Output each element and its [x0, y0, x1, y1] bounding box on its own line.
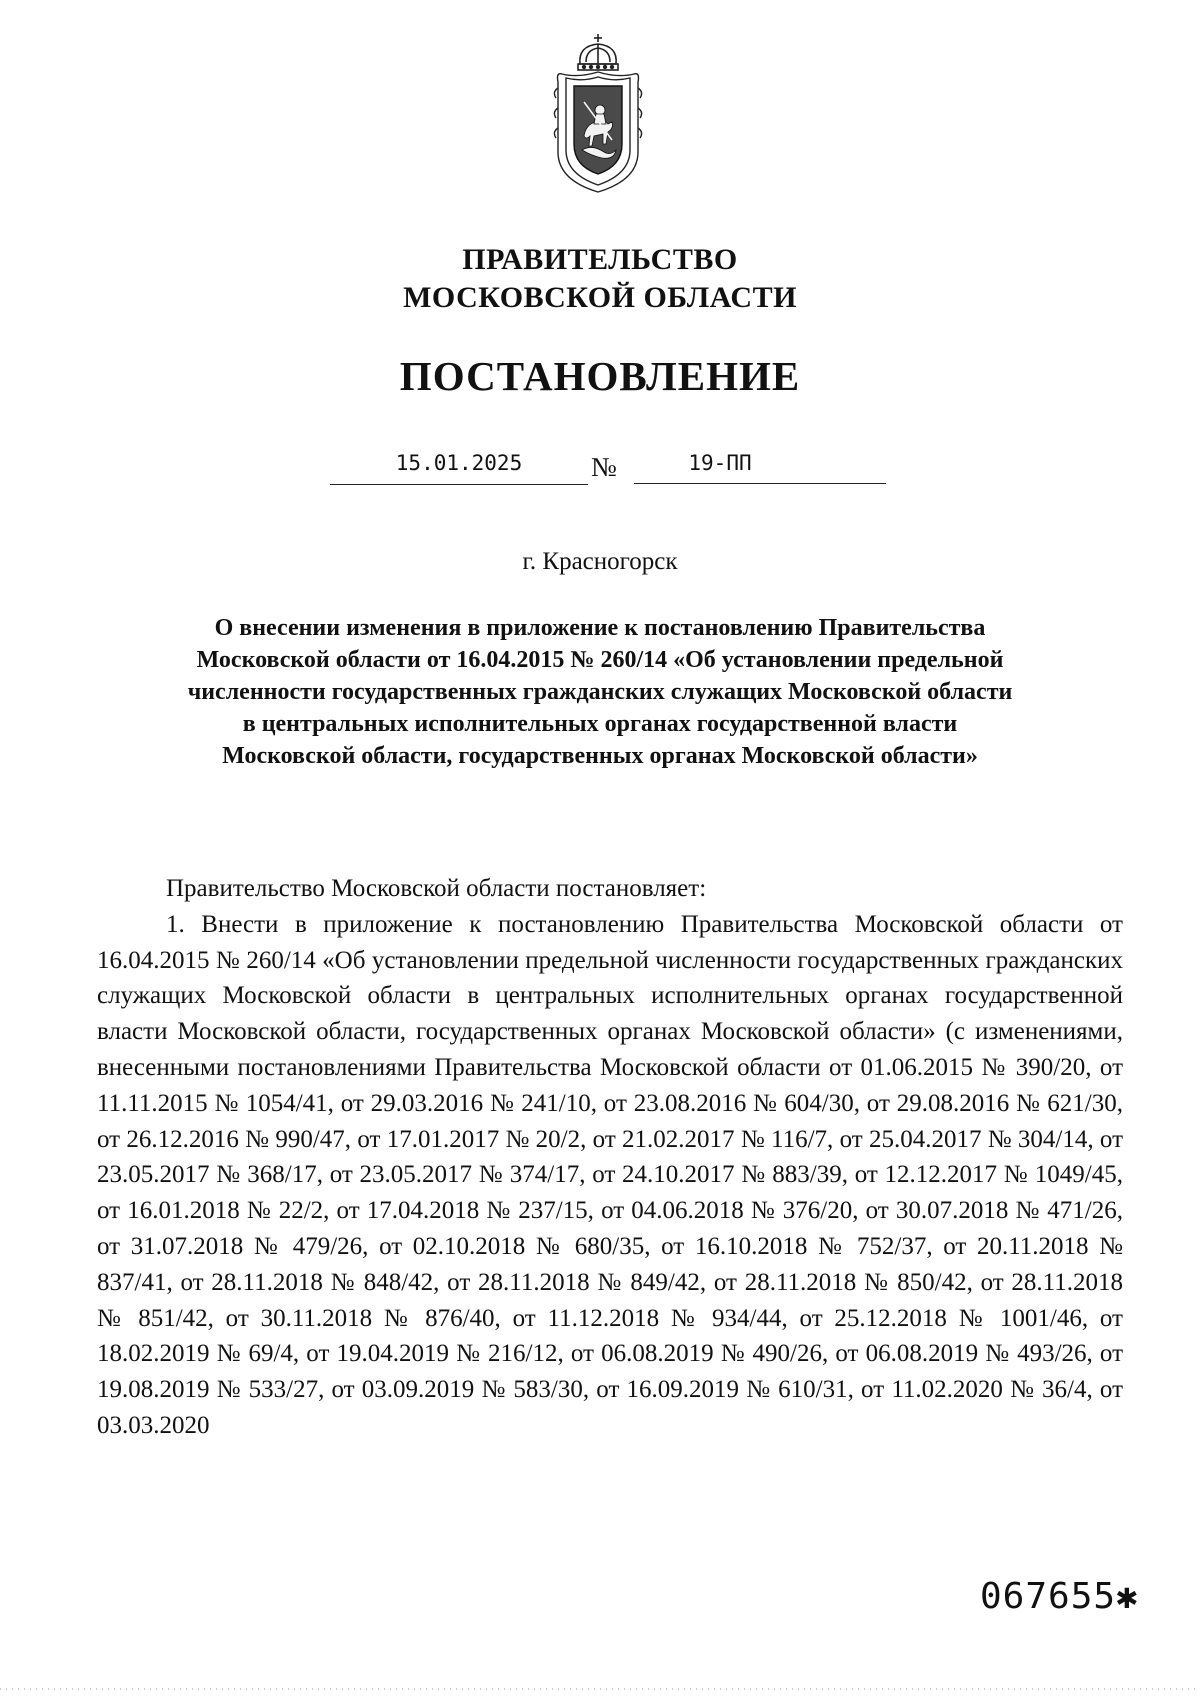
serial-number-text: 067655 [980, 1576, 1117, 1617]
document-date: 15.01.2025 [330, 448, 588, 485]
subject-line: Московской области от 16.04.2015 № 260/14 «Об установлении предельной [196, 647, 1004, 673]
registration-row [0, 448, 1200, 488]
organization-name-line1: ПРАВИТЕЛЬСТВО [462, 243, 738, 276]
coat-of-arms-icon [548, 32, 648, 197]
document-type-title: ПОСТАНОВЛЕНИЕ [399, 353, 801, 399]
subject-line: численности государственных гражданских служащих Московской области [187, 679, 1013, 705]
preamble: Правительство Московской области постановляет: [166, 875, 707, 902]
subject-line: Московской области, государственных органах Московской области» [222, 743, 978, 769]
issue-city: г. Красногорск [522, 548, 678, 575]
document-number: 19-ПП [634, 448, 886, 484]
number-sign: № [591, 452, 617, 482]
document-subject [120, 612, 1080, 772]
paragraph-1: 1. Внести в приложение к постановлению Правительства Московской области от 16.04.2015 № 260/14 «Об установлении предельной численности государственных гражданских служащих Московской области в центральных исполнительных органах государственной власти Московской области, государственных органах Московской области» (с изменениями, внесенными постановлениями Правительства Московской области от 01.06.2015 № 390/20, от 11.11.2015 № 1054/41, от 29.03.2016 № 241/10, от 23.08.2016 № 604/30, от 29.08.2016 № 621/30, от 26.12.2016 № 990/47, от 17.01.2017 № 20/2, от 21.02.2017 № 116/7, от 25.04.2017 № 304/14, от 23.05.2017 № 368/17, от 23.05.2017 № 374/17, от 24.10.2017 № 883/39, от 12.12.2017 № 1049/45, от 16.01.2018 № 22/2, от 17.04.2018 № 237/15, от 04.06.2018 № 376/20, от 30.07.2018 № 471/26, от 31.07.2018 № 479/26, от 02.10.2018 № 680/35, от 16.10.2018 № 752/37, от 20.11.2018 № 837/41, от 28.11.2018 № 848/42, от 28.11.2018 № 849/42, от 28.11.2018 № 850/42, от 28.11.2018 № 851/42, от 30.11.2018 № 876/40, от 11.12.2018 № 934/44, от 25.12.2018 № 1001/46, от 18.02.2019 № 69/4, от 19.04.2019 № 216/12, от 06.08.2019 № 490/26, от 06.08.2019 № 493/26, от 19.08.2019 № 533/27, от 03.09.2019 № 583/30, от 16.09.2019 № 610/31, от 11.02.2020 № 36/4, от 03.03.2020 [97, 910, 1123, 1439]
scan-edge-dots [0, 1686, 1200, 1692]
organization-name-line2: МОСКОВСКОЙ ОБЛАСТИ [403, 281, 797, 314]
serial-mark-icon: ✱ [1116, 1576, 1139, 1617]
serial-number [980, 1576, 1139, 1617]
document-body [97, 871, 1123, 1444]
subject-line: в центральных исполнительных органах государственной власти [242, 711, 958, 737]
subject-line: О внесении изменения в приложение к постановлению Правительства [214, 615, 986, 641]
